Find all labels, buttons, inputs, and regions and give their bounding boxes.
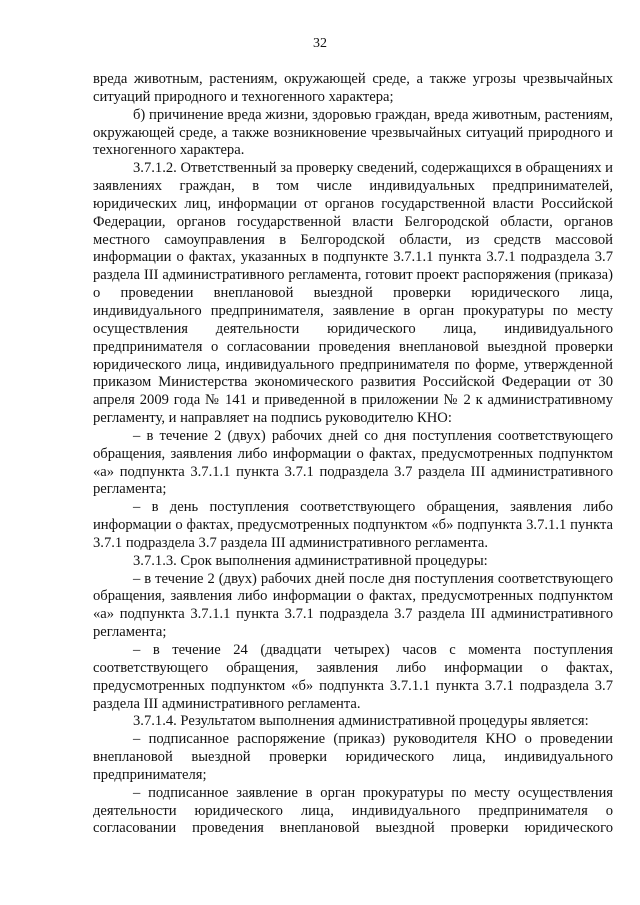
- paragraph: 3.7.1.4. Результатом выполнения административной процедуры является:: [133, 713, 589, 730]
- paragraph: – в течение 2 (двух) рабочих дней после дня поступления соответствующего обращения, заявления либо информации о фактах, предусмотренных подпунктом «а» подпункта 3.7.1.1 пункта 3.7.1 подраздела 3.7 раздела III административного регламента;: [93, 570, 613, 641]
- paragraph: 3.7.1.2. Ответственный за проверку сведений, содержащихся в обращениях и заявлениях граждан, в том числе индивидуальных предпринимателей, юридических лиц, информации от органов государственной власти Российской Федерации, органов государственной власти Белгородской области, органов местного самоуправления в Белгородской области, из средств массовой информации о фактах, указанных в подпункте 3.7.1.1 пункта 3.7.1 подраздела 3.7 раздела III административного регламента, готовит проект распоряжения (приказа) о проведении внеплановой выездной проверки юридического лица, индивидуального предпринимателя, заявление в орган прокуратуры по месту осуществления деятельности юридического лица, индивидуального предпринимателя о согласовании проведения внеплановой выездной проверки юридического лица, индивидуального предпринимателя по форме, утвержденной приказом Министерства экономического развития Российской Федерации от 30 апреля 2009 года № 141 и приведенной в приложении № 2 к административному регламенту, и направляет на подпись руководителю КНО:: [93, 160, 613, 427]
- paragraph: б) причинение вреда жизни, здоровью граждан, вреда животным, растениям, окружающей среде, а также возникновение чрезвычайных ситуаций природного и техногенного характера.: [93, 106, 613, 159]
- paragraph: – в течение 24 (двадцати четырех) часов с момента поступления соответствующего обращения, заявления либо информации о фактах, предусмотренных подпунктом «б» подпункта 3.7.1.1 пункта 3.7.1 подраздела 3.7 раздела III административного регламента.: [93, 642, 613, 712]
- paragraph: – в течение 2 (двух) рабочих дней со дня поступления соответствующего обращения, заявления либо информации о фактах, предусмотренных подпунктом «а» подпункта 3.7.1.1 пункта 3.7.1 подраздела 3.7 раздела III административного регламента;: [93, 427, 613, 498]
- paragraph: – в день поступления соответствующего обращения, заявления либо информации о фактах, предусмотренных подпунктом «б» подпункта 3.7.1.1 пункта 3.7.1 подраздела 3.7 раздела III административного регламента.: [93, 499, 613, 551]
- document-body: [93, 71, 613, 838]
- paragraph: – подписанное распоряжение (приказ) руководителя КНО о проведении внеплановой выездной проверки юридического лица, индивидуального предпринимателя;: [93, 731, 613, 783]
- paragraph: 3.7.1.3. Срок выполнения административной процедуры:: [133, 552, 488, 569]
- paragraph: – подписанное заявление в орган прокуратуры по месту осуществления деятельности юридического лица, индивидуального предпринимателя о согласовании проведения внеплановой выездной проверки юридического: [93, 784, 613, 837]
- paragraph: вреда животным, растениям, окружающей среде, а также угрозы чрезвычайных ситуаций природного и техногенного характера;: [93, 71, 613, 105]
- page-number: 32: [313, 36, 327, 51]
